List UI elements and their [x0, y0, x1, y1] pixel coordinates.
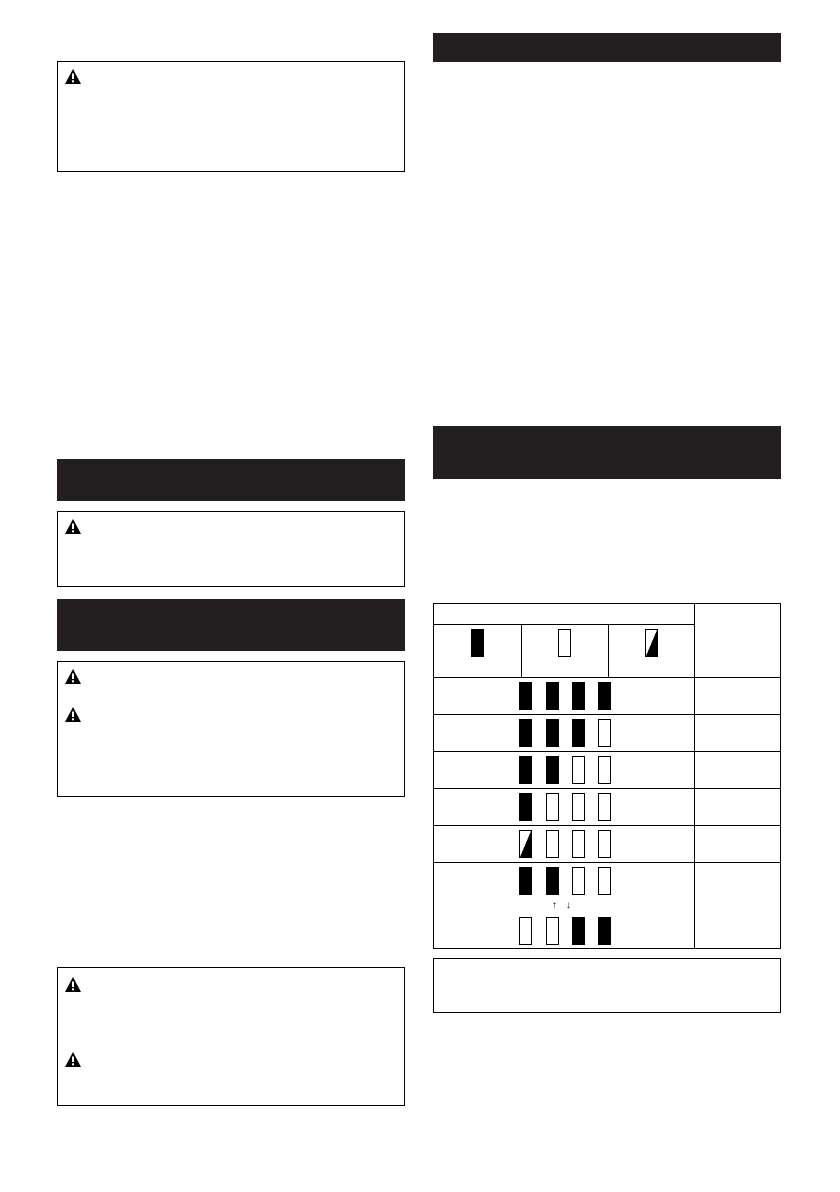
table-divider	[434, 788, 780, 789]
lamp-lit-icon	[471, 629, 484, 657]
lamp-off-icon	[546, 917, 559, 945]
up-arrow-icon: ↑	[552, 900, 557, 911]
section-header-bar	[57, 459, 405, 501]
lamp-lit-icon	[519, 719, 532, 747]
lamp-off-icon	[598, 830, 611, 858]
lamp-off-icon	[598, 756, 611, 784]
lamp-lit-icon	[519, 682, 532, 710]
lamp-off-icon	[572, 867, 585, 895]
lamp-lit-icon	[546, 756, 559, 784]
warning-triangle-icon	[65, 669, 81, 684]
section-header-bar	[433, 426, 781, 479]
lamp-blinking-icon	[645, 629, 658, 657]
lamp-lit-icon	[519, 793, 532, 821]
caution-box-3	[57, 661, 405, 797]
lamp-lit-icon	[572, 917, 585, 945]
warning-triangle-icon	[65, 977, 81, 992]
table-divider	[434, 677, 780, 678]
caution-box-1	[57, 61, 405, 172]
lamp-off-icon	[598, 867, 611, 895]
alternate-arrows	[552, 900, 571, 912]
warning-triangle-icon	[65, 1052, 81, 1067]
section-header-bar	[57, 599, 405, 651]
lamp-off-icon	[598, 719, 611, 747]
table-divider	[694, 604, 695, 948]
lamp-blinking-icon	[519, 830, 532, 858]
lamp-lit-icon	[519, 867, 532, 895]
lamp-lit-icon	[598, 682, 611, 710]
lamp-off-icon	[519, 917, 532, 945]
lamp-lit-icon	[572, 719, 585, 747]
lamp-off-icon	[572, 793, 585, 821]
lamp-off-icon	[572, 756, 585, 784]
caution-box-2	[57, 511, 405, 587]
caution-box-4	[57, 967, 405, 1106]
table-divider	[434, 714, 780, 715]
lamp-lit-icon	[546, 867, 559, 895]
table-divider	[434, 862, 780, 863]
lamp-lit-icon	[546, 719, 559, 747]
table-divider	[608, 624, 609, 678]
lamp-off-icon	[546, 793, 559, 821]
lamp-off-icon	[572, 830, 585, 858]
table-divider	[521, 624, 522, 678]
lamp-lit-icon	[519, 756, 532, 784]
lamp-lit-icon	[598, 917, 611, 945]
table-divider	[434, 624, 694, 625]
warning-triangle-icon	[65, 69, 81, 84]
lamp-off-icon	[598, 793, 611, 821]
note-box	[433, 958, 781, 1013]
warning-triangle-icon	[65, 519, 81, 534]
battery-indicator-table	[433, 603, 781, 949]
down-arrow-icon: ↓	[565, 900, 571, 911]
lamp-lit-icon	[546, 682, 559, 710]
section-header-bar	[433, 33, 781, 62]
warning-triangle-icon	[65, 707, 81, 722]
table-divider	[434, 751, 780, 752]
table-divider	[434, 825, 780, 826]
lamp-lit-icon	[572, 682, 585, 710]
lamp-off-icon	[546, 830, 559, 858]
lamp-off-icon	[558, 629, 571, 657]
